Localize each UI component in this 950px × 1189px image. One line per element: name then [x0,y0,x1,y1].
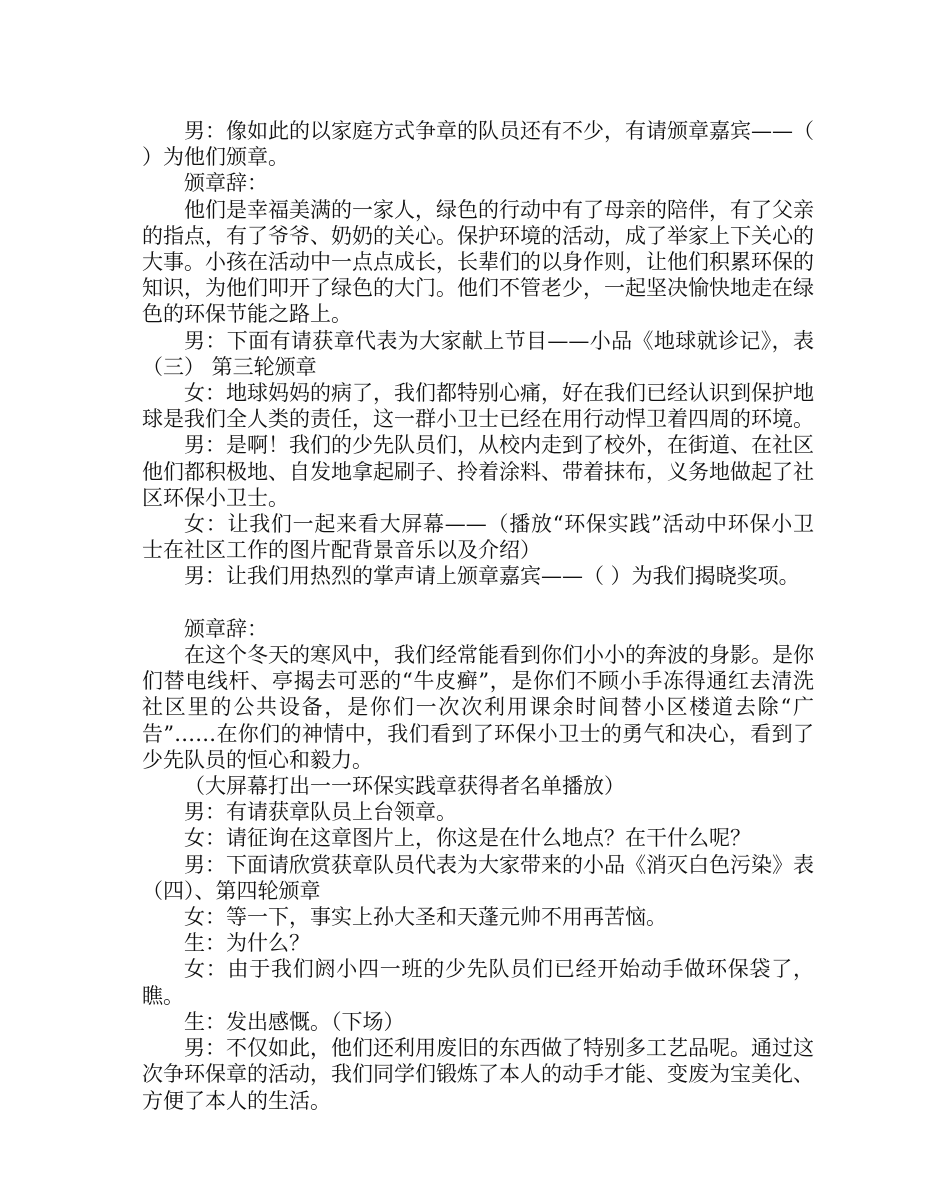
paragraph: 男：像如此的以家庭方式争章的队员还有不少，有请颁章嘉宾——（ ）为他们颁章。 [142,119,814,170]
paragraph: 男：让我们用热烈的掌声请上颁章嘉宾——（ ）为我们揭晓奖项。 [184,564,800,589]
paragraph: 男：有请获章队员上台领章。 [184,800,457,825]
paragraph: 他们是幸福美满的一家人，绿色的行动中有了母亲的陪伴，有了父亲的指点，有了爷爷、奶奶的关心。保护环境的活动，成了举家上下关心的大事。小孩在活动中一点点成长，长辈们的以身作则，让他们积累环保的知识，为他们叩开了绿色的大门。他们不管老少，一起坚决愉快地走在绿色的环保节能之路上。 [142,197,814,327]
paragraph: 女：地球妈妈的病了，我们都特别心痛，好在我们已经认识到保护地球是我们全人类的责任，这一群小卫士已经在用行动悍卫着四周的环境。 [142,381,814,432]
paragraph: 男：不仅如此，他们还利用废旧的东西做了特别多工艺品呢。通过这次争环保章的活动，我们同学们锻炼了本人的动手才能、变废为宝美化、方便了本人的生活。 [142,1036,814,1113]
paragraph: 颁章辞： [184,171,268,196]
paragraph: （大屏幕打出一一环保实践章获得者名单播放） [184,774,625,799]
paragraph: 女：由于我们阏小四一班的少先队员们已经开始动手做环保袋了，瞧。 [142,957,814,1008]
paragraph: 男：下面请欣赏获章队员代表为大家带来的小品《消灭白色污染》表（四）、第四轮颁章 [142,852,814,903]
paragraph: 生：发出感慨。（下场） [184,1009,405,1034]
paragraph: 男：下面有请获章代表为大家献上节目——小品《地球就诊记》，表（三） 第三轮颁章 [142,328,814,379]
paragraph: 生：为什么？ [184,931,310,956]
paragraph: 女：请征询在这章图片上，你这是在什么地点？在干什么呢？ [184,826,751,851]
paragraph: 颁章辞： [184,616,268,641]
paragraph: 男：是啊！我们的少先队员们，从校内走到了校外，在街道、在社区他们都积极地、自发地拿起刷子、拎着涂料、带着抹布，义务地做起了社区环保小卫士。 [142,433,814,510]
paragraph: 在这个冬天的寒风中，我们经常能看到你们小小的奔波的身影。是你们替电线杆、亭揭去可恶的“牛皮癣”，是你们不顾小手冻得通红去清洗社区里的公共设备，是你们一次次利用课余时间替小区楼道去除“广告”……在你们的神情中，我们看到了环保小卫士的勇气和决心，看到了少先队员的恒心和毅力。 [142,643,814,772]
paragraph: 女：让我们一起来看大屏幕——（播放“环保实践”活动中环保小卫士在社区工作的图片配背景音乐以及介绍） [142,512,814,563]
blank-line [142,590,814,616]
document-page [142,118,814,1114]
paragraph: 女：等一下，事实上孙大圣和天蓬元帅不用再苦恼。 [184,905,667,930]
